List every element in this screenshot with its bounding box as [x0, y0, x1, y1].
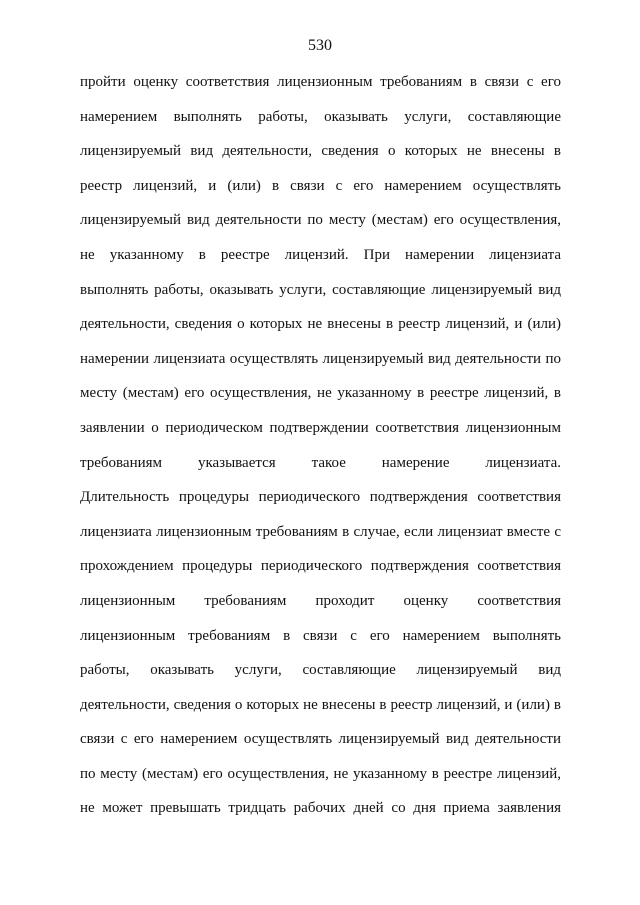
text-line: по месту (местам) его осуществления, не указанному в реестре лицензий,: [80, 765, 561, 782]
body-text: [80, 72, 561, 833]
text-line: не указанному в реестре лицензий. При намерении лицензиата: [80, 246, 561, 263]
text-line: прохождением процедуры периодического подтверждения соответствия: [80, 558, 561, 575]
text-line: не может превышать тридцать рабочих дней со дня приема заявления: [80, 800, 561, 817]
text-line: лицензируемый вид деятельности по месту (местам) его осуществления,: [80, 212, 561, 229]
text-line: месту (местам) его осуществления, не указанному в реестре лицензий, в: [80, 385, 561, 402]
text-line: связи с его намерением осуществлять лицензируемый вид деятельности: [80, 731, 561, 748]
text-line: деятельности, сведения о которых не внесены в реестр лицензий, и (или): [80, 316, 561, 333]
text-line: выполнять работы, оказывать услуги, составляющие лицензируемый вид: [80, 281, 561, 298]
page-number: 530: [308, 37, 332, 54]
text-line: лицензионным требованиям проходит оценку соответствия: [80, 592, 561, 609]
text-line: лицензиата лицензионным требованиям в случае, если лицензиат вместе с: [80, 523, 561, 540]
text-line: работы, оказывать услуги, составляющие лицензируемый вид: [80, 662, 561, 679]
text-line: деятельности, сведения о которых не внесены в реестр лицензий, и (или) в: [80, 696, 561, 713]
text-line: заявлении о периодическом подтверждении соответствия лицензионным: [80, 419, 561, 436]
text-line: намерением выполнять работы, оказывать услуги, составляющие: [80, 108, 561, 125]
text-line: намерении лицензиата осуществлять лицензируемый вид деятельности по: [80, 350, 561, 367]
text-line: требованиям указывается такое намерение лицензиата.: [80, 454, 561, 471]
text-line: пройти оценку соответствия лицензионным требованиям в связи с его: [80, 74, 561, 90]
text-line: лицензируемый вид деятельности, сведения о которых не внесены в: [80, 143, 561, 160]
text-line: реестр лицензий, и (или) в связи с его намерением осуществлять: [80, 177, 561, 194]
text-line: Длительность процедуры периодического подтверждения соответствия: [80, 489, 561, 506]
text-line: лицензионным требованиям в связи с его намерением выполнять: [80, 627, 561, 644]
